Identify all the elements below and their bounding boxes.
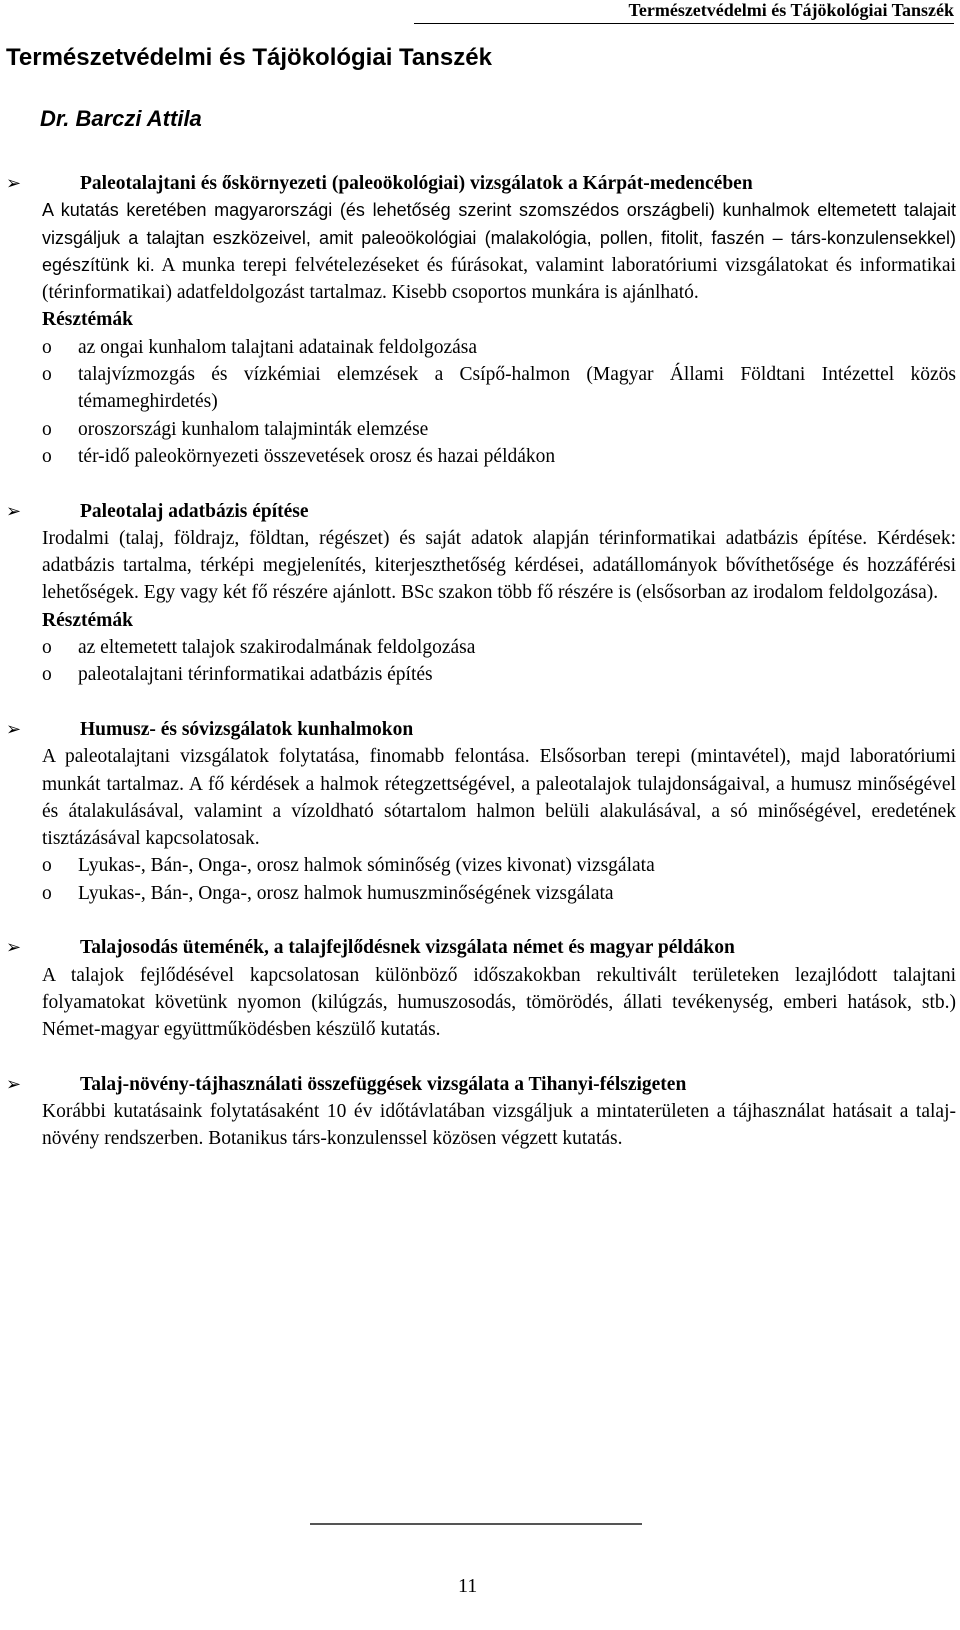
section-tihany: [6, 1071, 956, 1153]
arrow-bullet-icon: ➢: [6, 1073, 22, 1094]
section-title: [6, 934, 956, 961]
section-soil-development: [6, 934, 956, 1043]
circle-bullet-icon: o: [42, 664, 52, 686]
list-item-text: tér-idő paleokörnyezeti összevetések orosz és hazai példákon: [78, 445, 556, 467]
section-paragraph: [42, 197, 956, 306]
document-body: [6, 170, 956, 1180]
circle-bullet-icon: o: [42, 336, 52, 358]
page-number: 11: [458, 1575, 478, 1597]
arrow-bullet-icon: ➢: [6, 500, 22, 521]
list-item: [42, 443, 956, 470]
arrow-bullet-icon: ➢: [6, 937, 22, 958]
section-title: [6, 1071, 956, 1098]
circle-bullet-icon: o: [42, 418, 52, 440]
paragraph-sans-text: A kutatás keretében magyarországi (és lehetőség szerint szomszédos országbeli) kunhalmok eltemetett talajait vizsgáljuk a talajtan eszközeivel, amit paleoökológiai (malakológia, pollen, fitolit, faszén – társ-konzulensekkel) egészítünk ki.: [42, 200, 956, 275]
author-name: Dr. Barczi Attila: [40, 106, 202, 131]
section-humus-salt: [6, 716, 956, 907]
list-item-text: az ongai kunhalom talajtani adatainak feldolgozása: [78, 336, 478, 358]
section-title-text: Paleotalajtani és őskörnyezeti (paleoökológiai) vizsgálatok a Kárpát-medencében: [80, 173, 753, 194]
circle-bullet-icon: o: [42, 855, 52, 877]
circle-bullet-icon: o: [42, 445, 52, 467]
section-paleosoil-database: [6, 498, 956, 689]
section-title: [6, 716, 956, 743]
section-title-text: Talajosodás üteménék, a talajfejlődésnek vizsgálata német és magyar példákon: [80, 937, 735, 959]
circle-bullet-icon: o: [42, 637, 52, 659]
list-item: [42, 661, 956, 688]
list-item: [42, 334, 956, 361]
section-title: [6, 498, 956, 525]
running-header: Természetvédelmi és Tájökológiai Tanszék: [414, 0, 954, 24]
section-paragraph: Irodalmi (talaj, földrajz, földtan, régészet) és saját adatok alapján térinformatikai adatbázis építése. Kérdések: adatbázis tartalma, térképi megjelenítés, kiterjeszthetőség kérdései, adatállományok bővíthetősége és hozzáférési lehetőségek. Egy vagy két fő részére ajánlott. BSc szakon több fő részére is (elsősorban az irodalom feldolgozása).: [42, 527, 956, 604]
list-item-text: Lyukas-, Bán-, Onga-, orosz halmok sóminőség (vizes kivonat) vizsgálata: [78, 855, 655, 877]
section-paragraph: A talajok fejlődésével kapcsolatosan különböző időszakokban rekultivált területeken lezajlódott talajtani folyamatokat követünk nyomon (kilúgzás, humuszosodás, tömörödés, állati tevékenység, emberi hatások, stb.) Német-magyar együttműködésben készülő kutatás.: [42, 964, 956, 1041]
list-item-text: az eltemetett talajok szakirodalmának feldolgozása: [78, 637, 476, 659]
section-title: [6, 170, 956, 197]
list-item: [42, 361, 956, 416]
section-paragraph: A paleotalajtani vizsgálatok folytatása, finomabb felontása. Elsősorban terepi (mintavétel), majd laboratóriumi munkát tartalmaz. A fő kérdések a halmok rétegzettségével, a paleotalajok tulajdonságaival, a humusz minőségével és átalakulásával, valamint a vízoldható sótartalom halmon belüli alakulásával, a só minőségével, eredetének tisztázásával kapcsolatosak.: [42, 746, 956, 850]
list-item-text: oroszországi kunhalom talajminták elemzése: [78, 418, 429, 440]
department-title: Természetvédelmi és Tájökológiai Tanszék: [6, 44, 492, 71]
section-paleosoil-research: [6, 170, 956, 470]
paragraph-text: A munka terepi felvételezéseket és fúrásokat, valamint laboratóriumi vizsgálatokat és informatikai (térinformatikai) adatfeldolgozást tartalmaz. Kisebb csoportos munkára is ajánlható.: [42, 254, 956, 304]
arrow-bullet-icon: ➢: [6, 173, 22, 193]
topics-label: Résztémák: [42, 609, 133, 631]
list-item: [42, 852, 956, 879]
footer-divider: [310, 1523, 642, 1525]
list-item: [42, 634, 956, 661]
list-item: [42, 880, 956, 907]
list-item: [42, 416, 956, 443]
arrow-bullet-icon: ➢: [6, 718, 22, 739]
section-title-text: Talaj-növény-tájhasználati összefüggések vizsgálata a Tihanyi-félszigeten: [80, 1073, 687, 1095]
section-title-text: Humusz- és sóvizsgálatok kunhalmokon: [80, 718, 414, 740]
list-item-text: Lyukas-, Bán-, Onga-, orosz halmok humuszminőségének vizsgálata: [78, 882, 614, 904]
section-title-text: Paleotalaj adatbázis építése: [80, 500, 309, 522]
topics-label: Résztémák: [42, 309, 133, 331]
list-item-text: paleotalajtani térinformatikai adatbázis építés: [78, 664, 433, 686]
section-paragraph: Korábbi kutatásaink folytatásaként 10 év időtávlatában vizsgáljuk a mintaterületen a tájhasználat hatásait a talaj-növény rendszerben. Botanikus társ-konzulenssel közösen végzett kutatás.: [42, 1101, 956, 1150]
list-item-text: talajvízmozgás és vízkémiai elemzések a Csípő-halmon (Magyar Állami Földtani Intézettel közös témameghirdetés): [78, 364, 956, 413]
circle-bullet-icon: o: [42, 364, 52, 386]
circle-bullet-icon: o: [42, 882, 52, 904]
